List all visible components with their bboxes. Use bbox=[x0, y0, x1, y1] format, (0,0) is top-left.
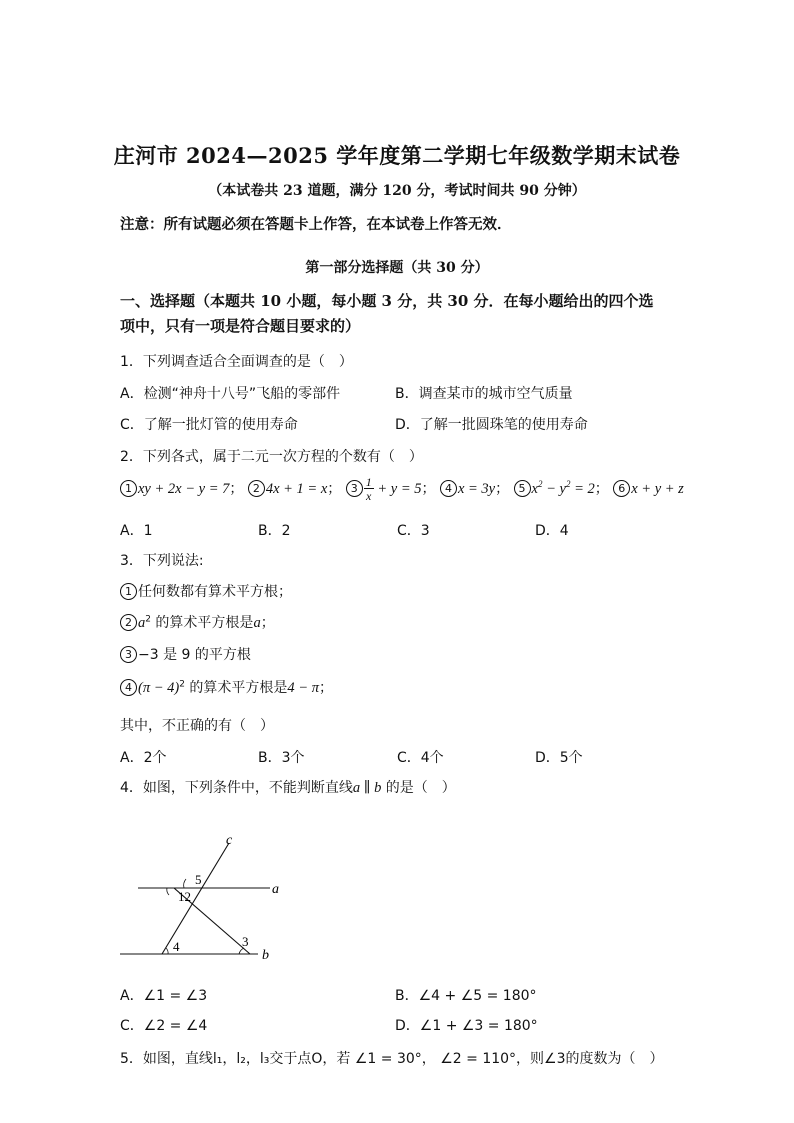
statement-4-end: ； bbox=[318, 680, 333, 696]
exam-notice: 注意：所有试题必须在答题卡上作答，在本试卷上作答无效． bbox=[120, 216, 512, 233]
label-4: 4 bbox=[173, 939, 180, 954]
section-instructions-line2: 项中，只有一项是符合题目要求的） bbox=[120, 317, 361, 335]
question-3-statement-2: 2 $a^2$ 的算术平方根是a； bbox=[120, 612, 275, 632]
question-4-stem-post: 的是（ ） bbox=[381, 780, 456, 796]
circled-number-1: 1 bbox=[120, 480, 137, 497]
question-5-stem: 5．如图，直线l₁，l₂，l₃交于点O，若 ∠1 = 30°， ∠2 = 110°，则∠3的度数为（ ） bbox=[120, 1051, 664, 1067]
statement-4-value: 4 − π bbox=[287, 680, 319, 696]
statement-2-text: 的算术平方根是 bbox=[150, 615, 254, 631]
separator: ； bbox=[594, 481, 609, 497]
circled-number-3: 3 bbox=[346, 480, 363, 497]
circled-number-2: 2 bbox=[120, 614, 137, 631]
question-3-stem: 3．下列说法: bbox=[120, 553, 204, 569]
line-c bbox=[162, 843, 229, 954]
question-4-option-c: C．∠2 = ∠4 bbox=[120, 1018, 208, 1034]
question-3-statement-3 bbox=[120, 644, 251, 664]
question-3-statement-1 bbox=[120, 581, 292, 601]
question-2-option-d: D．4 bbox=[535, 523, 569, 539]
angle-arc-4 bbox=[166, 948, 168, 954]
statement-2-base: a bbox=[138, 615, 146, 631]
separator: ； bbox=[495, 481, 510, 497]
question-1-option-d: D．了解一批圆珠笔的使用寿命 bbox=[395, 417, 588, 433]
question-4-option-b: B．∠4 + ∠5 = 180° bbox=[395, 988, 537, 1004]
label-12: 12 bbox=[178, 889, 191, 904]
section-instructions-line1: 一、选择题（本题共 10 小题，每小题 3 分，共 30 分．在每小题给出的四个选 bbox=[120, 292, 654, 310]
circled-number-6: 6 bbox=[613, 480, 630, 497]
statement-2-end: ； bbox=[260, 615, 275, 631]
question-3-ask: 其中，不正确的有（ ） bbox=[120, 718, 274, 734]
question-4-stem-math: a ∥ b bbox=[352, 780, 382, 796]
question-4-stem-pre: 4．如图，下列条件中，不能判断直线 bbox=[120, 780, 353, 796]
question-3-option-c: C．4个 bbox=[397, 750, 444, 766]
expression-4: x = 3y bbox=[457, 481, 496, 497]
question-4-option-d: D．∠1 + ∠3 = 180° bbox=[395, 1018, 538, 1034]
question-3-option-d: D．5个 bbox=[535, 750, 583, 766]
exam-subtitle: （本试卷共 23 道题，满分 120 分，考试时间共 90 分钟） bbox=[208, 183, 586, 199]
separator: ； bbox=[229, 481, 244, 497]
part-heading: 第一部分选择题（共 30 分） bbox=[305, 260, 489, 276]
question-1-option-c: C．了解一批灯管的使用寿命 bbox=[120, 417, 298, 433]
question-1-option-b: B．调查某市的城市空气质量 bbox=[395, 386, 573, 402]
label-c: c bbox=[226, 833, 233, 848]
question-3-option-b: B．3个 bbox=[258, 750, 305, 766]
angle-arc-5 bbox=[184, 879, 186, 888]
question-3-option-a: A．2个 bbox=[120, 750, 167, 766]
separator: ； bbox=[327, 481, 342, 497]
exam-title: 庄河市 2024—2025 学年度第二学期七年级数学期末试卷 bbox=[113, 143, 681, 168]
question-2-option-b: B．2 bbox=[258, 523, 291, 539]
expression-5-part-b: − y bbox=[542, 481, 566, 497]
fraction bbox=[364, 476, 374, 502]
question-2-option-a: A．1 bbox=[120, 523, 153, 539]
question-2-expressions bbox=[120, 476, 684, 502]
statement-2-var: a bbox=[253, 615, 261, 631]
question-2-option-c: C．3 bbox=[397, 523, 430, 539]
circled-number-4: 4 bbox=[120, 679, 137, 696]
circled-number-3: 3 bbox=[120, 646, 137, 663]
parallel-lines-figure bbox=[112, 832, 282, 967]
question-4-stem bbox=[120, 777, 456, 797]
expression-5: $x^2 - y^2 = 2$ bbox=[531, 479, 595, 497]
statement-3-text: −3 是 9 的平方根 bbox=[138, 647, 251, 663]
question-3-statement-4: 4 $(\pi - 4)^2$ 的算术平方根是4 − π； bbox=[120, 677, 333, 697]
label-a: a bbox=[272, 882, 279, 897]
question-4-option-a: A．∠1 = ∠3 bbox=[120, 988, 208, 1004]
separator: ； bbox=[421, 481, 436, 497]
expression-1: xy + 2x − y = 7 bbox=[138, 481, 230, 497]
label-b: b bbox=[262, 948, 269, 963]
question-2-stem: 2．下列各式，属于二元一次方程的个数有（ ） bbox=[120, 449, 423, 465]
label-3: 3 bbox=[242, 934, 249, 949]
fraction-denominator: x bbox=[366, 489, 372, 503]
fraction-numerator: 1 bbox=[365, 475, 372, 489]
circled-number-4: 4 bbox=[440, 480, 457, 497]
expression-3-rest: + y = 5 bbox=[373, 481, 422, 497]
question-1-option-a: A．检测“神舟十八号”飞船的零部件 bbox=[120, 386, 341, 402]
circled-number-1: 1 bbox=[120, 583, 137, 600]
label-5: 5 bbox=[195, 872, 202, 887]
expression-6: x + y + z bbox=[631, 481, 684, 497]
expression-5-part-a: x bbox=[531, 481, 538, 497]
statement-4-text: 的算术平方根是 bbox=[184, 680, 288, 696]
circled-number-5: 5 bbox=[514, 480, 531, 497]
statement-1-text: 任何数都有算术平方根； bbox=[138, 584, 292, 600]
circled-number-2: 2 bbox=[248, 480, 265, 497]
expression-2: 4x + 1 = x bbox=[265, 481, 328, 497]
question-1-stem: 1．下列调查适合全面调查的是（ ） bbox=[120, 354, 353, 370]
expression-5-part-c: = 2 bbox=[570, 481, 595, 497]
angle-arc-1 bbox=[167, 888, 169, 895]
statement-4-expr: (π − 4) bbox=[138, 680, 180, 696]
